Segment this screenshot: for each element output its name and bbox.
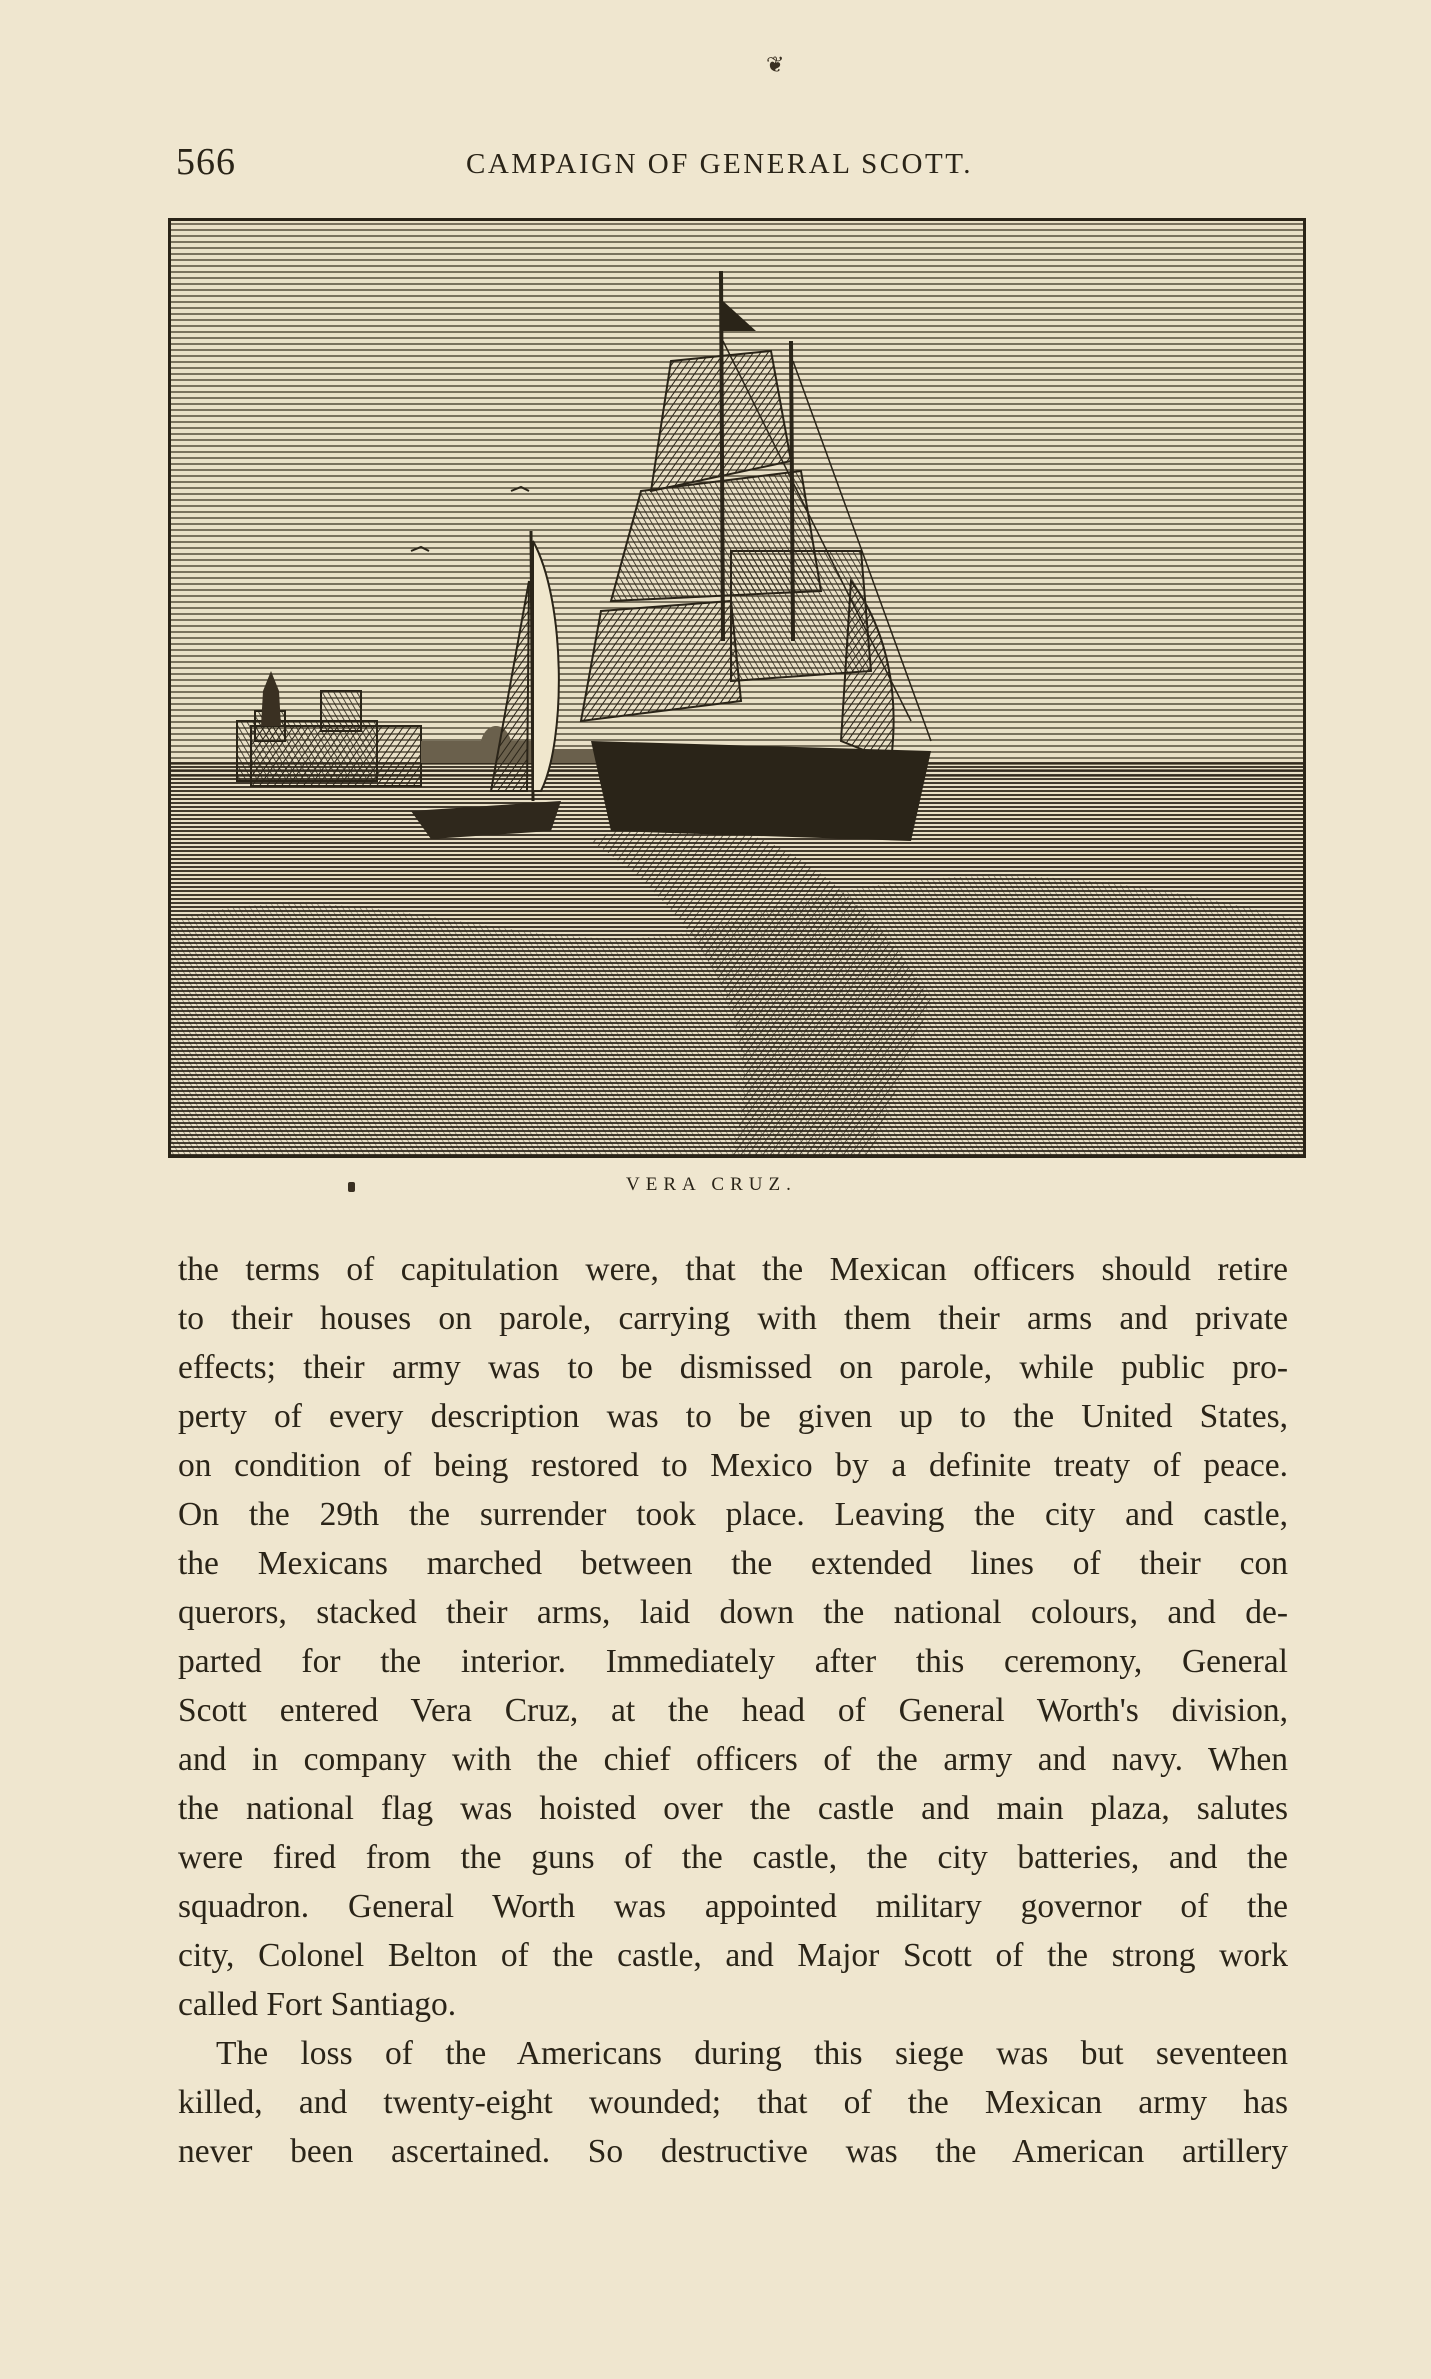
- text-line: The loss of the Americans during this siege was but seventeen: [216, 2035, 1288, 2072]
- text-line: parted for the interior. Immediately after this ceremony, General: [178, 1643, 1288, 1680]
- illustration-caption: VERA CRUZ.: [626, 1174, 797, 1195]
- print-mark: ❦: [766, 52, 785, 77]
- text-line: Scott entered Vera Cruz, at the head of General Worth's division,: [178, 1692, 1288, 1729]
- illustration-vera-cruz: [168, 218, 1306, 1158]
- caption-dot: [348, 1182, 355, 1192]
- text-line: city, Colonel Belton of the castle, and Major Scott of the strong work: [178, 1937, 1288, 1974]
- running-head: CAMPAIGN OF GENERAL SCOTT.: [466, 148, 974, 180]
- text-line: querors, stacked their arms, laid down the national colours, and de-: [178, 1594, 1288, 1631]
- text-line: to their houses on parole, carrying with them their arms and private: [178, 1300, 1288, 1337]
- text-line: effects; their army was to be dismissed on parole, while public pro-: [178, 1349, 1288, 1386]
- text-line: squadron. General Worth was appointed military governor of the: [178, 1888, 1288, 1925]
- text-line: on condition of being restored to Mexico by a definite treaty of peace.: [178, 1447, 1288, 1484]
- text-line: On the 29th the surrender took place. Leaving the city and castle,: [178, 1496, 1288, 1533]
- page-number: 566: [176, 141, 236, 183]
- text-line: called Fort Santiago.: [178, 1986, 457, 2023]
- text-line: the terms of capitulation were, that the Mexican officers should retire: [178, 1251, 1288, 1288]
- text-line: were fired from the guns of the castle, the city batteries, and the: [178, 1839, 1288, 1876]
- text-line: the national flag was hoisted over the castle and main plaza, salutes: [178, 1790, 1288, 1827]
- page-header: [176, 140, 1316, 190]
- text-line: perty of every description was to be given up to the United States,: [178, 1398, 1288, 1435]
- text-line: and in company with the chief officers of the army and navy. When: [178, 1741, 1288, 1778]
- text-line: killed, and twenty-eight wounded; that of the Mexican army has: [178, 2084, 1288, 2121]
- text-line: never been ascertained. So destructive was the American artillery: [178, 2133, 1288, 2170]
- text-line: the Mexicans marched between the extended lines of their con: [178, 1545, 1288, 1582]
- body-text: [178, 1245, 1288, 2176]
